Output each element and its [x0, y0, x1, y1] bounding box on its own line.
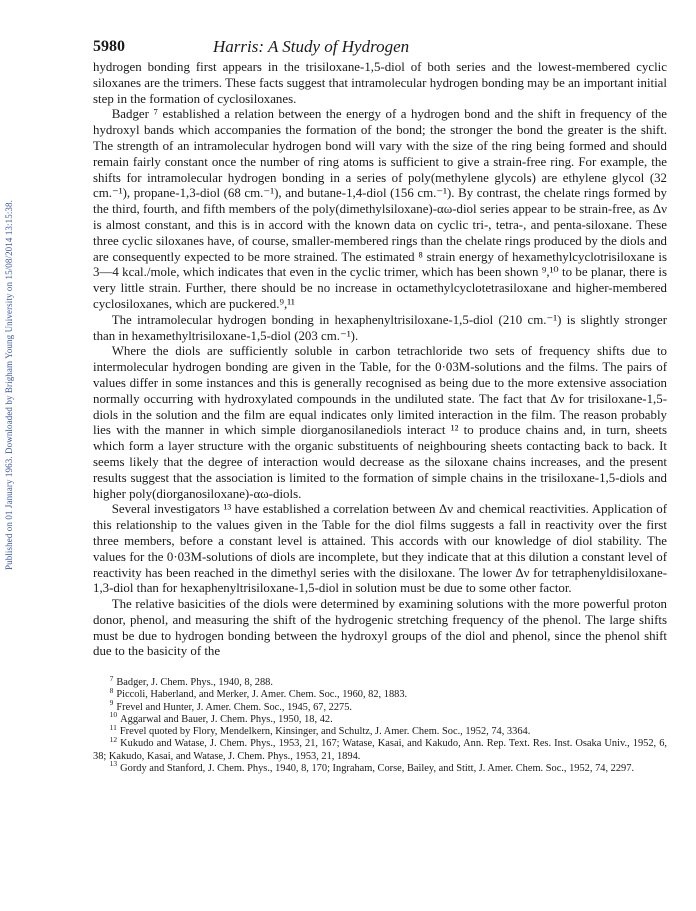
paragraph: Badger ⁷ established a relation between the energy of a hydrogen bond and the shift in frequency of the hydroxyl bands which accompanies the formation of the bond; the stronger the bond the greater is the shift. The strength of an intramolecular hydrogen bond will vary with the size of the ring being formed and should remain fairly constant once the number of ring atoms is sufficient to give a strain-free ring. For example, the shifts for intramolecular hydrogen bonding in a series of poly(methylene glycols) are ethylene glycol (32 cm.⁻¹), propane-1,3-diol (68 cm.⁻¹), and butane-1,4-diol (156 cm.⁻¹). By contrast, the chelate rings formed by the third, fourth, and fifth members of the poly(dimethylsiloxane)-αω-diol series appear to be strain-free, as Δν is almost constant, and this is in accord with the known data on cyclic tri-, tetra-, and penta-siloxane. These three cyclic siloxanes have, of course, smaller-membered rings than the chelate rings produced by the diols and are consequently expected to be more strained. The estimated ⁸ strain energy of hexamethylcyclotrisiloxane is 3—4 kcal./mole, which indicates that even in the cyclic trimer, which has been shown ⁹,¹⁰ to be planar, there is very little strain. Further, there should be no increase in octamethylcyclotetrasiloxane and higher-membered cyclosiloxanes, which are puckered.⁹,¹¹: [93, 107, 667, 311]
reference-item: [93, 722, 667, 738]
reference-number: 13: [109, 759, 118, 769]
reference-text: Badger, J. Chem. Phys., 1940, 8, 288.: [116, 677, 273, 689]
reference-text: Kukudo and Watase, J. Chem. Phys., 1953, 21, 167; Watase, Kasai, and Kakudo, Ann. Rep. Text. Res. Inst. Osaka Univ., 1952, 6, 38; Kakudo, Kasai, and Watase, J. Chem. Phys., 1953, 21, 1894.: [93, 738, 667, 762]
paragraph: hydrogen bonding first appears in the trisiloxane-1,5-diol of both series and the lowest-membered cyclic siloxanes are the trimers. These facts suggest that intramolecular hydrogen bonding may be an important initial step in the formation of cyclosiloxanes.: [93, 60, 667, 106]
download-watermark-text: Published on 01 January 1963. Downloaded by Brigham Young University on 15/08/2014 13:15:38.: [4, 200, 14, 570]
article-body: [93, 60, 667, 660]
reference-item: [93, 698, 667, 714]
reference-number: 9: [109, 698, 114, 708]
journal-page: [93, 38, 667, 775]
footnote-references: [93, 673, 667, 775]
download-watermark: [2, 150, 16, 620]
reference-number: 11: [109, 722, 117, 732]
paragraph: The relative basicities of the diols were determined by examining solutions with the more powerful proton donor, phenol, and measuring the shift of the hydrogenic stretching frequency of the phenol. The large shifts must be due to hydrogen bonding between the hydroxyl groups of the diol and phenol, since the phenol shift due to the basicity of the: [93, 597, 667, 659]
reference-number: 12: [109, 734, 118, 744]
page-header: [93, 38, 667, 60]
reference-text: Frevel quoted by Flory, Mendelkern, Kinsinger, and Schultz, J. Amer. Chem. Soc., 1952, 74, 3364.: [119, 726, 531, 738]
reference-text: Aggarwal and Bauer, J. Chem. Phys., 1950, 18, 42.: [120, 713, 333, 725]
paragraph: Where the diols are sufficiently soluble in carbon tetrachloride two sets of frequency shifts due to intermolecular hydrogen bonding are given in the Table, for the 0·03M-solutions and the films. The pairs of values differ in some instances and this is generally recognised as being due to the more extensive association normally occurring with hydroxylated compounds in the undiluted state. The fact that Δν for trisiloxane-1,5-diols in the solution and the film are equal indicates only limited interaction in the film. The reason probably lies with the manner in which simple diorganosilanediols interact ¹² to produce chains and, in turn, sheets which form a layer structure with the organic substituents of neighbouring sheets contacting back to back. It seems likely that the degree of interaction would decrease as the siloxane chains increases, and the present results suggest that the association is limited to the formation of simple chains in the trisiloxane-1,5-diols and higher poly(diorganosiloxane)-αω-diols.: [93, 344, 667, 501]
reference-item: [93, 759, 667, 775]
reference-number: 7: [109, 673, 114, 683]
reference-item: [93, 710, 667, 726]
reference-item: [93, 686, 667, 701]
reference-number: 8: [109, 686, 114, 696]
reference-text: Frevel and Hunter, J. Amer. Chem. Soc., 1945, 67, 2275.: [116, 701, 353, 713]
page-number: 5980: [93, 38, 125, 55]
running-title: Harris: A Study of Hydrogen: [213, 37, 410, 56]
reference-text: Piccoli, Haberland, and Merker, J. Amer. Chem. Soc., 1960, 82, 1883.: [116, 689, 408, 701]
reference-text: Gordy and Stanford, J. Chem. Phys., 1940, 8, 170; Ingraham, Corse, Bailey, and Stitt, J. Amer. Chem. Soc., 1952, 74, 2297.: [120, 762, 635, 774]
paragraph: Several investigators ¹³ have established a correlation between Δν and chemical reactivities. Application of this relationship to the values given in the Table for the diol films suggests a fall in reactivity over the first three members, before a constant level is attained. This accords with our knowledge of diol stability. The values for the 0·03M-solutions of diols are incomplete, but they indicate that at this dilution a constant level of reactivity has been reached in the dimethyl series with the disiloxane. The lower Δν for tetraphenyldisiloxane-1,3-diol than for hexaphenyltrisiloxane-1,5-diol in solution must be due to some other factor.: [93, 502, 667, 596]
paragraph: The intramolecular hydrogen bonding in hexaphenyltrisiloxane-1,5-diol (210 cm.⁻¹) is slightly stronger than in hexamethyltrisiloxane-1,5-diol (203 cm.⁻¹).: [93, 312, 667, 343]
reference-item: [93, 734, 667, 762]
reference-number: 10: [109, 710, 118, 720]
reference-item: [93, 673, 667, 689]
